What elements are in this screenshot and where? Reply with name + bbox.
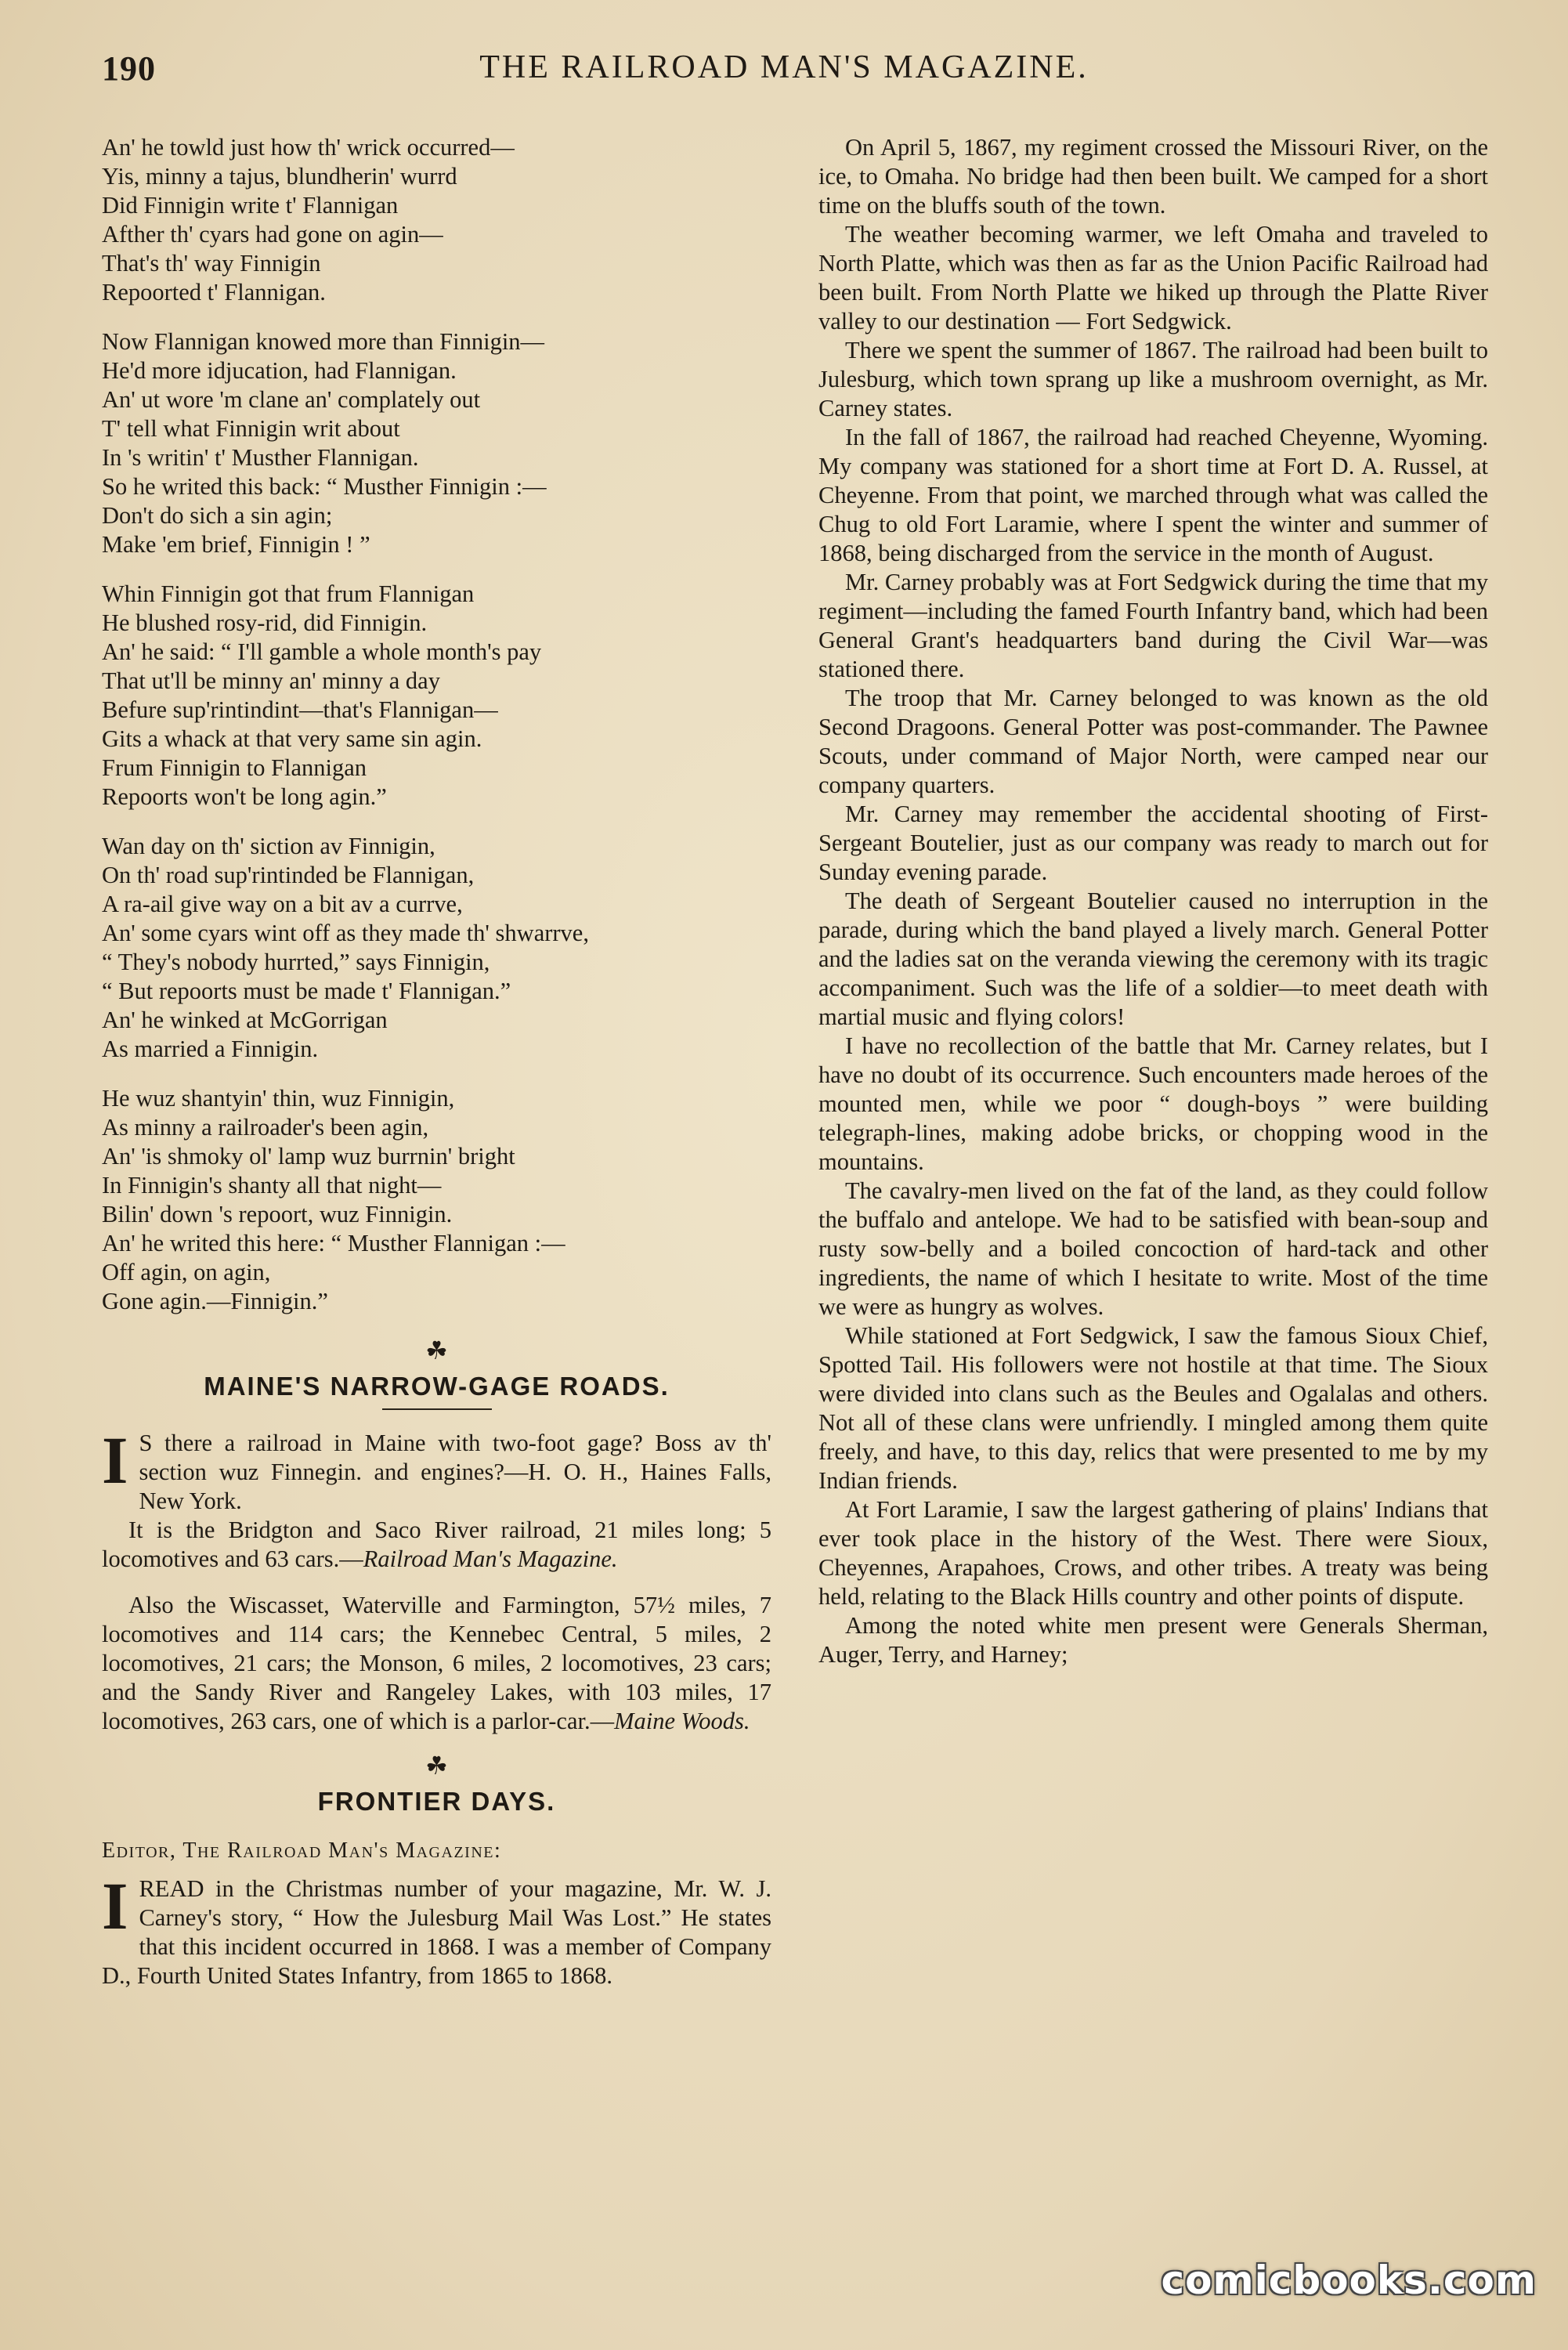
poem-line: In 's writin' t' Musther Flannigan. xyxy=(102,444,419,471)
poem-line: An' he said: “ I'll gamble a whole month's pay xyxy=(102,638,542,665)
maine-also xyxy=(102,1591,771,1736)
maine-answer-text: It is the Bridgton and Saco River railroad, 21 miles long; 5 locomotives and 63 cars.— xyxy=(102,1517,771,1572)
poem-line: That ut'll be minny an' minny a day xyxy=(102,667,440,694)
drop-cap: I xyxy=(102,1423,128,1498)
drop-cap: I xyxy=(102,1868,128,1943)
poem-line: As minny a railroader's been agin, xyxy=(102,1114,429,1141)
poem-line: A ra-ail give way on a bit av a currve, xyxy=(102,891,463,917)
poem-line: On th' road sup'rintinded be Flannigan, xyxy=(102,862,475,888)
left-column xyxy=(102,133,771,1990)
poem-line: In Finnigin's shanty all that night— xyxy=(102,1172,442,1198)
poem-line: An' he towld just how th' wrick occurred— xyxy=(102,134,515,161)
poem-line: Off agin, on agin, xyxy=(102,1259,271,1285)
poem-line: “ They's nobody hurrted,” says Finnigin, xyxy=(102,949,490,975)
letter-paragraph: While stationed at Fort Sedgwick, I saw the famous Sioux Chief, Spotted Tail. His followers were not hostile at that time. The Sioux were divided into clans such as the Beules and Ogalalas and others. Not all of these clans were unfriendly. I mingled among them quite freely, and have, to this day, relics that were presented to me by my Indian friends. xyxy=(818,1322,1488,1494)
poem-line: He wuz shantyin' thin, wuz Finnigin, xyxy=(102,1085,455,1112)
poem-line: Befure sup'rintindint—that's Flannigan— xyxy=(102,696,498,723)
poem-line: T' tell what Finnigin writ about xyxy=(102,415,400,442)
poem-stanza xyxy=(102,1084,771,1316)
poem-line: Afther th' cyars had gone on agin— xyxy=(102,221,443,248)
poem-line: So he writed this back: “ Musther Finnigin :— xyxy=(102,473,547,500)
poem-stanza xyxy=(102,327,771,559)
poem-line: “ But repoorts must be made t' Flannigan.” xyxy=(102,978,511,1004)
maine-question xyxy=(102,1423,771,1516)
maine-answer-source: Railroad Man's Magazine. xyxy=(363,1546,618,1572)
title-rule xyxy=(382,1408,492,1410)
letter-paragraph: There we spent the summer of 1867. The railroad had been built to Julesburg, which town sprang up like a mushroom overnight, as Mr. Carney states. xyxy=(818,337,1488,421)
poem-stanza xyxy=(102,580,771,812)
letter-paragraph: The death of Sergeant Boutelier caused no interruption in the parade, during which the band played a lively march. General Potter and the ladies sat on the veranda viewing the ceremony with its tragic accompaniment. Such was the life of a soldier—to meet death with martial music and flying colors! xyxy=(818,888,1488,1030)
poem-line: An' 'is shmoky ol' lamp wuz burrnin' bright xyxy=(102,1143,515,1170)
fleuron-ornament: ☘ xyxy=(425,1752,448,1780)
letter-paragraph: The weather becoming warmer, we left Omaha and traveled to North Platte, which was then as far as the Union Pacific Railroad had been built. From North Platte we hiked up through the Platte River valley to our destination — Fort Sedgwick. xyxy=(818,221,1488,334)
poem-line: An' he writed this here: “ Musther Flannigan :— xyxy=(102,1230,565,1256)
editor-salutation: Editor, The Railroad Man's Magazine: xyxy=(102,1838,502,1863)
poem-line: Repoorts won't be long agin.” xyxy=(102,783,387,810)
page-number: 190 xyxy=(102,49,156,88)
poem-line: Gone agin.—Finnigin.” xyxy=(102,1288,328,1314)
poem xyxy=(102,133,771,1316)
maine-also-text: Also the Wiscasset, Waterville and Farmington, 57½ miles, 7 locomotives and 114 cars; the Kennebec Central, 5 miles, 2 locomotives, 21 cars; the Monson, 6 miles, 2 locomotives, 23 cars; and the Sandy River and Rangeley Lakes, with 103 miles, 17 locomotives, 263 cars, one of which is a parlor-car.— xyxy=(102,1592,771,1734)
poem-line: An' he winked at McGorrigan xyxy=(102,1007,388,1033)
poem-line: That's th' way Finnigin xyxy=(102,250,321,277)
frontier-section-title: FRONTIER DAYS. xyxy=(317,1787,556,1816)
frontier-first-paragraph xyxy=(102,1868,771,1990)
frontier-first-text: READ in the Christmas number of your magazine, Mr. W. J. Carney's story, “ How the Julesburg Mail Was Lost.” He states that this incident occurred in 1868. I was a member of Company D., Fourth United States Infantry, from 1865 to 1868. xyxy=(102,1875,771,1989)
maine-answer xyxy=(102,1516,771,1574)
maine-question-text: S there a railroad in Maine with two-foot gage? Boss av th' section wuz Finnegin. and engines?—H. O. H., Haines Falls, New York. xyxy=(139,1430,771,1514)
letter-paragraph: The cavalry-men lived on the fat of the land, as they could follow the buffalo and antelope. We had to be satisfied with bean-soup and rusty sow-belly and a boiled concoction of hard-tack and other ingredients, the name of which I hesitate to write. Most of the time we were as hungry as wolves. xyxy=(818,1177,1488,1320)
maine-also-source: Maine Woods. xyxy=(614,1708,750,1734)
letter-paragraph: Mr. Carney probably was at Fort Sedgwick during the time that my regiment—including the famed Fourth Infantry band, which had been General Grant's headquarters band during the Civil War—was stationed there. xyxy=(818,569,1488,682)
poem-line: Now Flannigan knowed more than Finnigin— xyxy=(102,328,545,355)
poem-line: He blushed rosy-rid, did Finnigin. xyxy=(102,609,428,636)
running-head: THE RAILROAD MAN'S MAGAZINE. xyxy=(479,49,1089,85)
poem-stanza xyxy=(102,832,771,1064)
poem-line: Gits a whack at that very same sin agin. xyxy=(102,725,482,752)
poem-line: Wan day on th' siction av Finnigin, xyxy=(102,833,435,859)
right-column xyxy=(818,133,1488,1669)
maine-section-title: MAINE'S NARROW-GAGE ROADS. xyxy=(204,1372,670,1401)
poem-stanza xyxy=(102,133,771,307)
poem-line: Whin Finnigin got that frum Flannigan xyxy=(102,580,475,607)
poem-line: Bilin' down 's repoort, wuz Finnigin. xyxy=(102,1201,453,1227)
poem-line: Yis, minny a tajus, blundherin' wurrd xyxy=(102,163,457,190)
poem-line: Don't do sich a sin agin; xyxy=(102,502,333,529)
poem-line: Frum Finnigin to Flannigan xyxy=(102,754,367,781)
poem-line: Make 'em brief, Finnigin ! ” xyxy=(102,531,370,558)
letter-paragraph: Among the noted white men present were Generals Sherman, Auger, Terry, and Harney; xyxy=(818,1612,1488,1668)
letter-paragraph: In the fall of 1867, the railroad had reached Cheyenne, Wyoming. My company was stationed for a short time at Fort D. A. Russel, at Cheyenne. From that point, we marched through what was called the Chug to old Fort Laramie, where I spent the winter and summer of 1868, being discharged from the service in the month of August. xyxy=(818,424,1488,566)
letter-paragraph: On April 5, 1867, my regiment crossed the Missouri River, on the ice, to Omaha. No bridge had then been built. We camped for a short time on the bluffs south of the town. xyxy=(818,134,1488,219)
poem-line: An' ut wore 'm clane an' complately out xyxy=(102,386,481,413)
letter-paragraph: Mr. Carney may remember the accidental shooting of First-Sergeant Boutelier, just as our company was ready to march out for Sunday evening parade. xyxy=(818,801,1488,885)
fleuron-ornament: ☘ xyxy=(425,1336,448,1365)
poem-line: He'd more idjucation, had Flannigan. xyxy=(102,357,457,384)
poem-line: Repoorted t' Flannigan. xyxy=(102,279,326,306)
letter-paragraph: The troop that Mr. Carney belonged to was known as the old Second Dragoons. General Potter was post-commander. The Pawnee Scouts, under command of Major North, were camped near our company quarters. xyxy=(818,685,1488,798)
watermark-logo: comicbooks.com xyxy=(1161,2258,1537,2303)
letter-paragraph: I have no recollection of the battle that Mr. Carney relates, but I have no doubt of its occurrence. Such encounters made heroes of the mounted men, while we poor “ dough-boys ” were building telegraph-lines, making adobe bricks, or chopping wood in the mountains. xyxy=(818,1032,1488,1175)
poem-line: An' some cyars wint off as they made th' shwarrve, xyxy=(102,920,589,946)
poem-line: Did Finnigin write t' Flannigan xyxy=(102,192,399,219)
letter-paragraph: At Fort Laramie, I saw the largest gathering of plains' Indians that ever took place in the history of the West. There were Sioux, Cheyennes, Arapahoes, Crows, and other tribes. A treaty was being held, relating to the Black Hills country and other points of dispute. xyxy=(818,1496,1488,1610)
poem-line: As married a Finnigin. xyxy=(102,1036,319,1062)
